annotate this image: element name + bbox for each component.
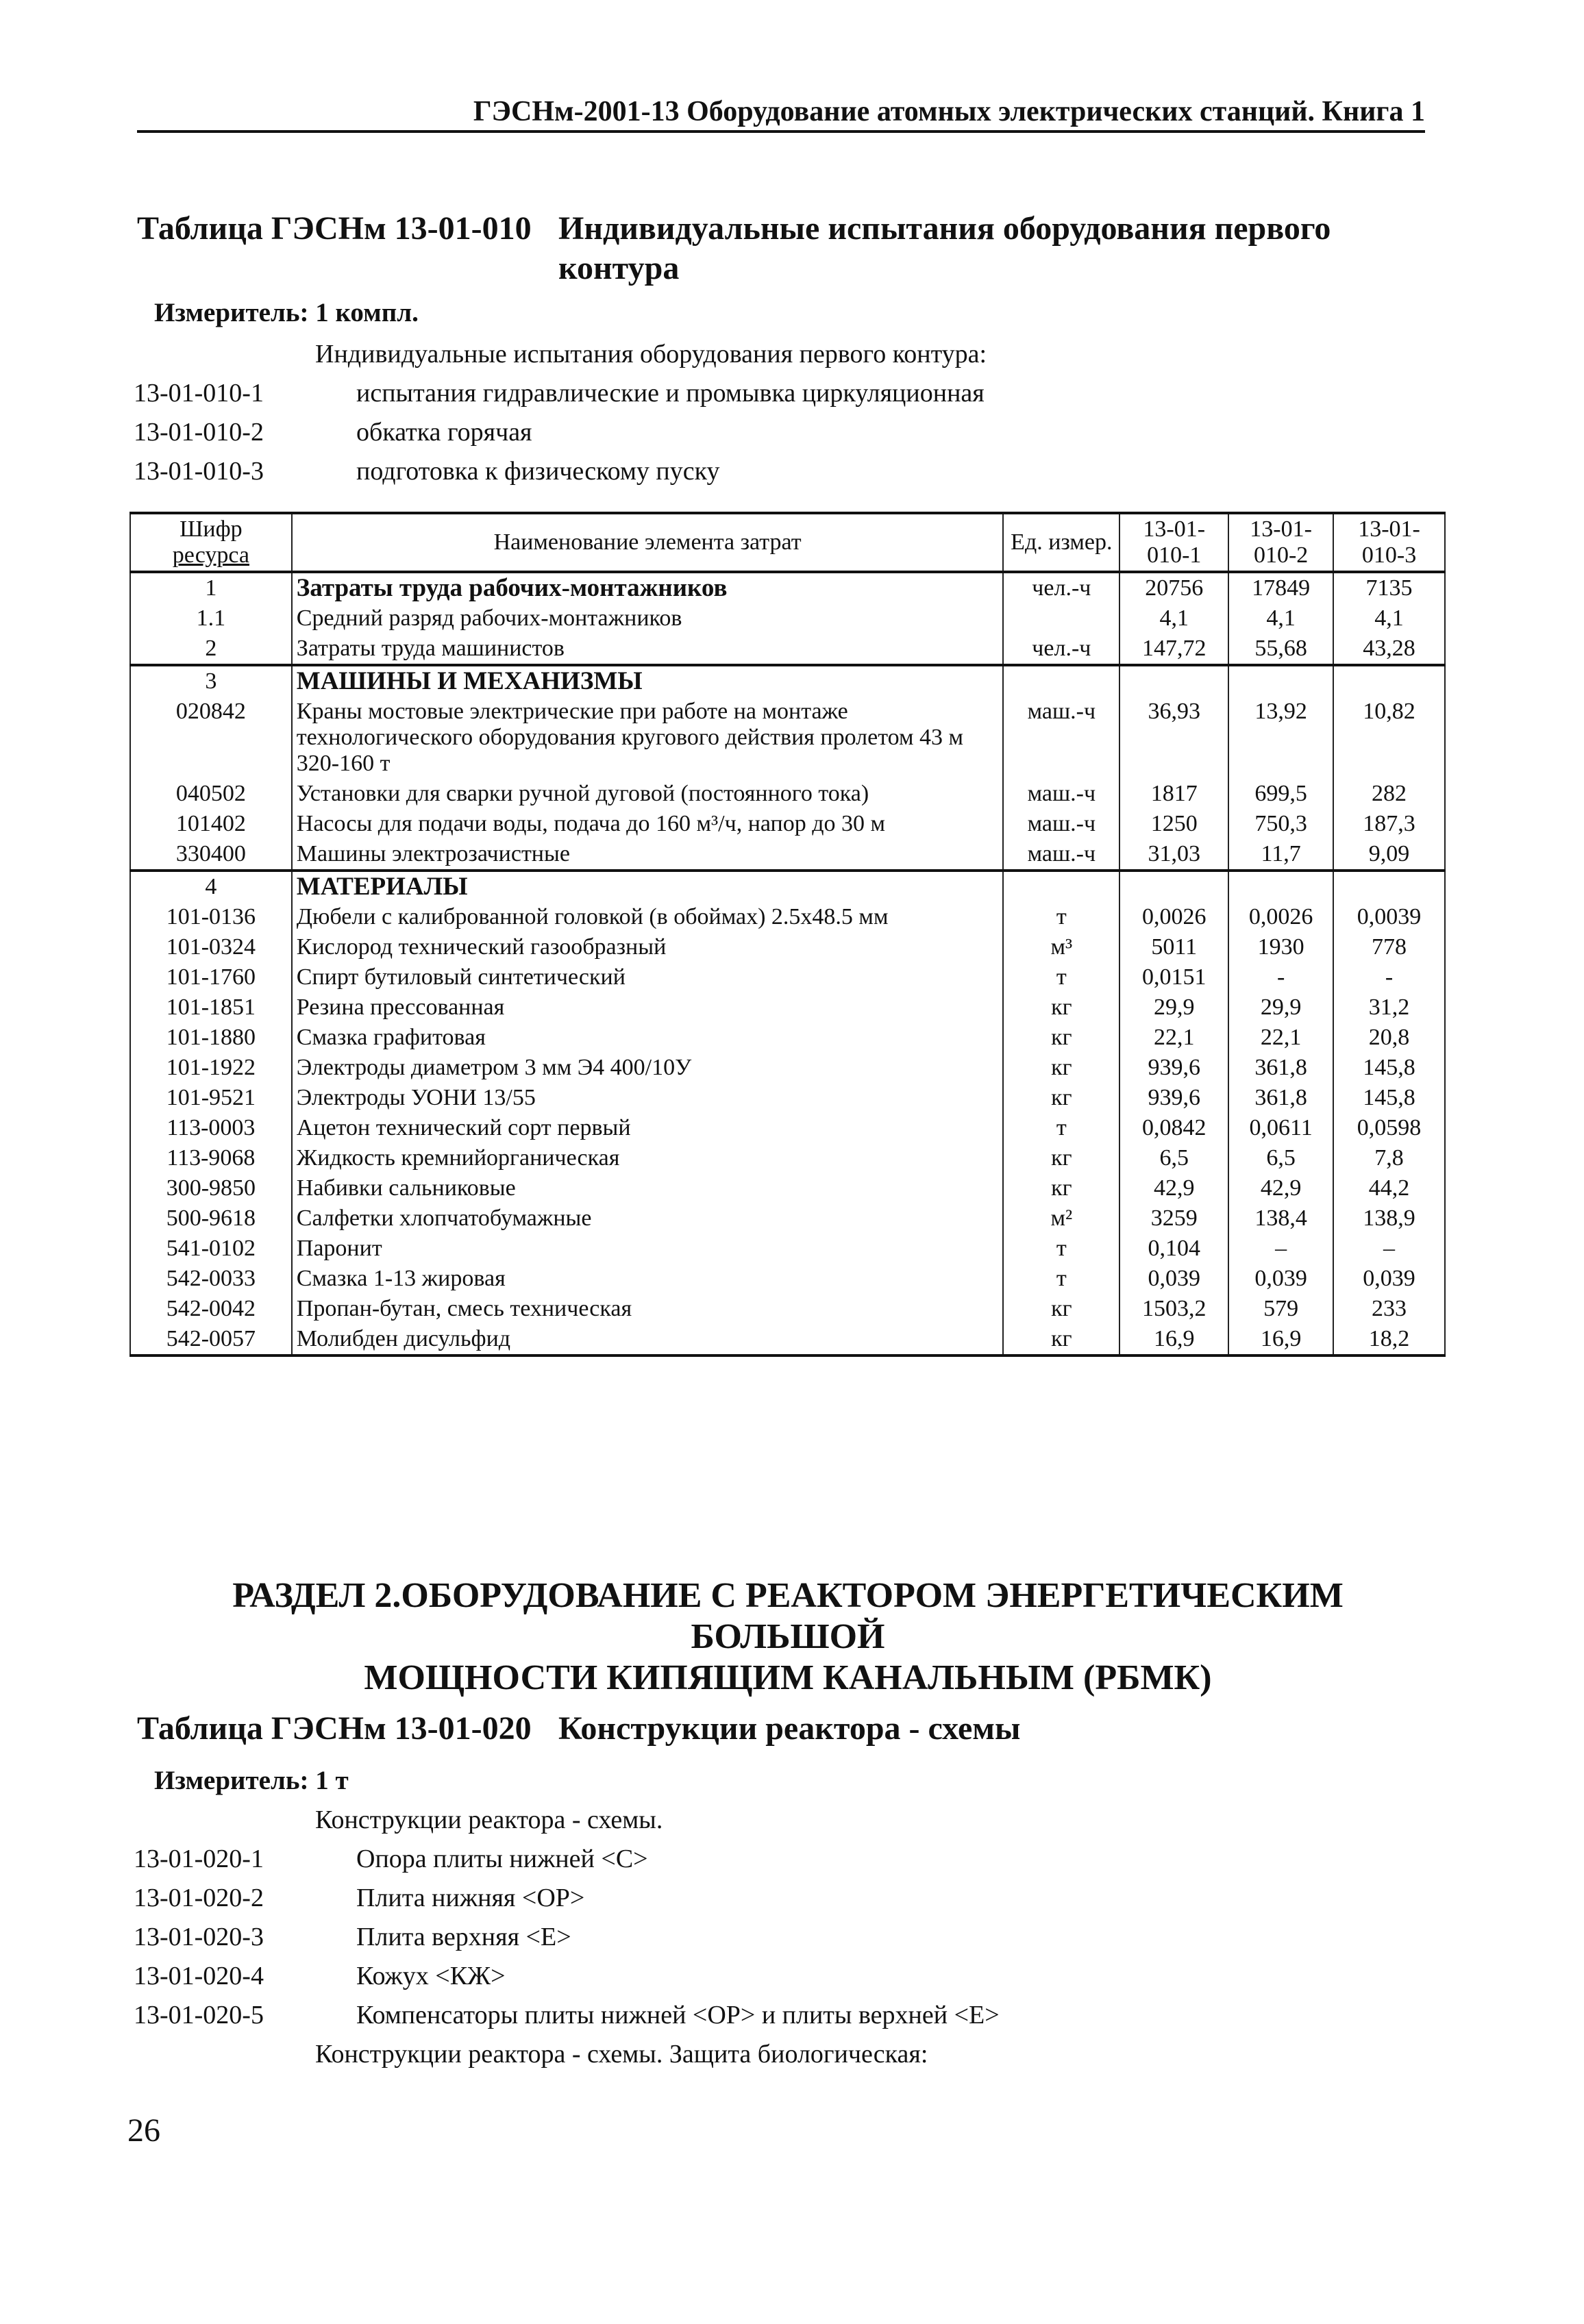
table-row <box>130 1324 1445 1355</box>
cell-value-1: 36,93 <box>1119 697 1228 779</box>
item-code: 13-01-010-3 <box>134 457 264 486</box>
list-item <box>134 1996 1435 2035</box>
measure-unit: Измеритель: 1 т <box>154 1766 349 1795</box>
cell-resource-code: 2 <box>130 634 292 665</box>
cell-unit: кг <box>1003 1143 1119 1173</box>
cell-value-2: 6,5 <box>1228 1143 1333 1173</box>
cell-unit: кг <box>1003 1324 1119 1355</box>
cell-value-2 <box>1228 665 1333 697</box>
cell-value-1 <box>1119 871 1228 902</box>
cell-cost-name: Электроды УОНИ 13/55 <box>292 1083 1004 1113</box>
cell-value-1: 147,72 <box>1119 634 1228 665</box>
cell-value-2: 16,9 <box>1228 1324 1333 1355</box>
table-row <box>130 1113 1445 1143</box>
cell-value-2: - <box>1228 962 1333 992</box>
cell-resource-code: 020842 <box>130 697 292 779</box>
cell-value-2: 579 <box>1228 1294 1333 1324</box>
cell-value-2: – <box>1228 1234 1333 1264</box>
cell-value-1: 4,1 <box>1119 603 1228 634</box>
table-row <box>130 809 1445 839</box>
item-desc: Плита нижняя <ОР> <box>356 1884 585 1912</box>
cell-value-2: 42,9 <box>1228 1173 1333 1203</box>
table-row <box>130 1234 1445 1264</box>
list-item <box>134 1840 1435 1879</box>
list-item <box>134 452 1435 491</box>
cell-value-3: 145,8 <box>1333 1083 1445 1113</box>
cell-value-2: 361,8 <box>1228 1053 1333 1083</box>
cell-resource-code: 101-1760 <box>130 962 292 992</box>
table-row <box>130 1203 1445 1234</box>
cell-value-3: – <box>1333 1234 1445 1264</box>
cell-unit: кг <box>1003 1053 1119 1083</box>
cell-value-1: 1503,2 <box>1119 1294 1228 1324</box>
cell-unit: т <box>1003 902 1119 932</box>
cell-unit: маш.-ч <box>1003 839 1119 871</box>
cell-value-3: 0,0598 <box>1333 1113 1445 1143</box>
cell-value-2 <box>1228 871 1333 902</box>
cell-value-1: 0,104 <box>1119 1234 1228 1264</box>
cell-value-3: 282 <box>1333 779 1445 809</box>
cell-resource-code: 040502 <box>130 779 292 809</box>
item-desc: испытания гидравлические и промывка циркуляционная <box>356 379 985 408</box>
cell-unit: чел.-ч <box>1003 634 1119 665</box>
col-header-variant-2: 13-01-010-2 <box>1228 513 1333 572</box>
cell-value-1: 31,03 <box>1119 839 1228 871</box>
cell-value-1 <box>1119 665 1228 697</box>
cell-value-1: 0,039 <box>1119 1264 1228 1294</box>
cell-cost-name: Салфетки хлопчатобумажные <box>292 1203 1004 1234</box>
cell-cost-name: Электроды диаметром 3 мм Э4 400/10У <box>292 1053 1004 1083</box>
cell-value-2: 361,8 <box>1228 1083 1333 1113</box>
cell-unit: чел.-ч <box>1003 572 1119 603</box>
cell-unit: кг <box>1003 1083 1119 1113</box>
cell-value-3: 0,039 <box>1333 1264 1445 1294</box>
table-row <box>130 665 1445 697</box>
cell-value-3: 4,1 <box>1333 603 1445 634</box>
section-heading-line2: МОЩНОСТИ КИПЯЩИМ КАНАЛЬНЫМ (РБМК) <box>364 1658 1212 1697</box>
cell-cost-name: МАШИНЫ И МЕХАНИЗМЫ <box>292 665 1004 697</box>
cell-unit: м² <box>1003 1203 1119 1234</box>
item-code: 13-01-010-1 <box>134 379 264 408</box>
table-row <box>130 779 1445 809</box>
col-header-code-line1: Шифр <box>180 516 243 542</box>
item-list-intro: Индивидуальные испытания оборудования первого контура: <box>315 340 987 368</box>
cell-resource-code: 113-0003 <box>130 1113 292 1143</box>
table-row <box>130 1053 1445 1083</box>
col-header-code-line2: ресурса <box>172 542 249 568</box>
item-list-2 <box>134 1801 1435 2074</box>
cell-value-3 <box>1333 665 1445 697</box>
item-code: 13-01-020-4 <box>134 1962 264 1990</box>
cell-value-1: 5011 <box>1119 932 1228 962</box>
cell-value-2: 699,5 <box>1228 779 1333 809</box>
cell-resource-code: 1.1 <box>130 603 292 634</box>
cost-table-body <box>130 572 1445 1355</box>
cell-cost-name: Резина прессованная <box>292 992 1004 1023</box>
cell-value-3: 10,82 <box>1333 697 1445 779</box>
cell-cost-name: Смазка 1-13 жировая <box>292 1264 1004 1294</box>
cell-unit: маш.-ч <box>1003 779 1119 809</box>
cell-unit: маш.-ч <box>1003 697 1119 779</box>
table-row <box>130 992 1445 1023</box>
cell-value-3: 18,2 <box>1333 1324 1445 1355</box>
table-title-text: Индивидуальные испытания оборудования первого контура <box>558 210 1331 286</box>
cell-value-2: 13,92 <box>1228 697 1333 779</box>
cell-value-3: 44,2 <box>1333 1173 1445 1203</box>
cell-resource-code: 542-0042 <box>130 1294 292 1324</box>
cell-value-3: 43,28 <box>1333 634 1445 665</box>
cell-unit: маш.-ч <box>1003 809 1119 839</box>
table-title-2 <box>137 1709 1439 1749</box>
cell-unit <box>1003 871 1119 902</box>
item-desc: Компенсаторы плиты нижней <ОР> и плиты верхней <Е> <box>356 2001 1000 2029</box>
cell-unit <box>1003 665 1119 697</box>
cell-cost-name: Ацетон технический сорт первый <box>292 1113 1004 1143</box>
cell-value-2: 1930 <box>1228 932 1333 962</box>
cell-unit: т <box>1003 1264 1119 1294</box>
cell-resource-code: 101-1880 <box>130 1023 292 1053</box>
cell-value-3: 0,0039 <box>1333 902 1445 932</box>
cell-resource-code: 3 <box>130 665 292 697</box>
cell-value-1: 3259 <box>1119 1203 1228 1234</box>
list-item <box>134 413 1435 452</box>
table-header-row <box>130 513 1445 572</box>
cell-value-2: 0,0611 <box>1228 1113 1333 1143</box>
section-heading <box>137 1575 1439 1699</box>
cell-value-1: 6,5 <box>1119 1143 1228 1173</box>
item-code: 13-01-020-5 <box>134 2001 264 2029</box>
cell-value-3: 778 <box>1333 932 1445 962</box>
cell-cost-name: Кислород технический газообразный <box>292 932 1004 962</box>
cell-value-1: 0,0026 <box>1119 902 1228 932</box>
cell-cost-name: Смазка графитовая <box>292 1023 1004 1053</box>
cell-unit: кг <box>1003 1294 1119 1324</box>
page-number: 26 <box>127 2112 160 2149</box>
table-row <box>130 697 1445 779</box>
cell-resource-code: 542-0057 <box>130 1324 292 1355</box>
cell-cost-name: Паронит <box>292 1234 1004 1264</box>
cell-resource-code: 101-1922 <box>130 1053 292 1083</box>
cell-unit: т <box>1003 962 1119 992</box>
cell-cost-name: Краны мостовые электрические при работе на монтаже технологического оборудования кругового действия пролетом 43 м 320-160 т <box>292 697 1004 779</box>
table-row <box>130 902 1445 932</box>
cell-value-3: 233 <box>1333 1294 1445 1324</box>
running-header: ГЭСНм-2001-13 Оборудование атомных электрических станций. Книга 1 <box>137 95 1425 133</box>
item-list-1 <box>134 335 1435 491</box>
cell-resource-code: 330400 <box>130 839 292 871</box>
cell-cost-name: МАТЕРИАЛЫ <box>292 871 1004 902</box>
cell-cost-name: Дюбели с калиброванной головкой (в обоймах) 2.5х48.5 мм <box>292 902 1004 932</box>
table-row <box>130 1294 1445 1324</box>
table-row <box>130 634 1445 665</box>
cell-value-3: 20,8 <box>1333 1023 1445 1053</box>
col-header-variant-3: 13-01-010-3 <box>1333 513 1445 572</box>
cell-value-1: 22,1 <box>1119 1023 1228 1053</box>
cell-unit: т <box>1003 1113 1119 1143</box>
list-item <box>134 1957 1435 1996</box>
cell-value-1: 0,0842 <box>1119 1113 1228 1143</box>
cell-unit: м³ <box>1003 932 1119 962</box>
table-row <box>130 839 1445 871</box>
cell-cost-name: Насосы для подачи воды, подача до 160 м³/ч, напор до 30 м <box>292 809 1004 839</box>
table-row <box>130 1264 1445 1294</box>
measure-unit: Измеритель: 1 компл. <box>154 298 419 327</box>
cell-value-3: 138,9 <box>1333 1203 1445 1234</box>
cell-cost-name: Затраты труда машинистов <box>292 634 1004 665</box>
cell-resource-code: 101402 <box>130 809 292 839</box>
cell-value-1: 20756 <box>1119 572 1228 603</box>
cell-resource-code: 113-9068 <box>130 1143 292 1173</box>
cell-resource-code: 500-9618 <box>130 1203 292 1234</box>
table-row <box>130 603 1445 634</box>
list-item <box>134 374 1435 413</box>
cell-cost-name: Пропан-бутан, смесь техническая <box>292 1294 1004 1324</box>
cell-cost-name: Машины электрозачистные <box>292 839 1004 871</box>
cell-cost-name: Средний разряд рабочих-монтажников <box>292 603 1004 634</box>
table-label: Таблица ГЭСНм 13-01-020 <box>137 1710 532 1747</box>
cell-cost-name: Жидкость кремнийорганическая <box>292 1143 1004 1173</box>
cell-resource-code: 4 <box>130 871 292 902</box>
cell-value-3: 31,2 <box>1333 992 1445 1023</box>
cell-value-1: 42,9 <box>1119 1173 1228 1203</box>
cell-resource-code: 541-0102 <box>130 1234 292 1264</box>
item-desc: обкатка горячая <box>356 418 532 447</box>
item-desc: подготовка к физическому пуску <box>356 457 720 486</box>
table-row <box>130 871 1445 902</box>
item-list-intro: Конструкции реактора - схемы. <box>315 1806 663 1834</box>
cell-unit: т <box>1003 1234 1119 1264</box>
table-row <box>130 932 1445 962</box>
cell-value-1: 29,9 <box>1119 992 1228 1023</box>
cell-value-3: 145,8 <box>1333 1053 1445 1083</box>
col-header-name: Наименование элемента затрат <box>292 513 1004 572</box>
col-header-code <box>130 513 292 572</box>
cell-resource-code: 101-0136 <box>130 902 292 932</box>
item-code: 13-01-020-2 <box>134 1884 264 1912</box>
cell-value-2: 22,1 <box>1228 1023 1333 1053</box>
table-row <box>130 962 1445 992</box>
cell-cost-name: Спирт бутиловый синтетический <box>292 962 1004 992</box>
table-title-text: Конструкции реактора - схемы <box>558 1710 1021 1747</box>
list-item <box>134 1879 1435 1918</box>
table-title-1 <box>137 209 1439 288</box>
item-desc: Опора плиты нижней <С> <box>356 1845 648 1873</box>
cell-cost-name: Молибден дисульфид <box>292 1324 1004 1355</box>
cell-value-2: 750,3 <box>1228 809 1333 839</box>
cell-resource-code: 101-1851 <box>130 992 292 1023</box>
cell-resource-code: 101-0324 <box>130 932 292 962</box>
cell-resource-code: 542-0033 <box>130 1264 292 1294</box>
item-code: 13-01-020-3 <box>134 1923 264 1951</box>
cell-value-2: 55,68 <box>1228 634 1333 665</box>
cell-value-1: 1250 <box>1119 809 1228 839</box>
cell-value-1: 0,0151 <box>1119 962 1228 992</box>
col-header-variant-1: 13-01-010-1 <box>1119 513 1228 572</box>
table-row <box>130 1173 1445 1203</box>
cell-resource-code: 300-9850 <box>130 1173 292 1203</box>
cell-value-2: 138,4 <box>1228 1203 1333 1234</box>
cell-value-1: 939,6 <box>1119 1083 1228 1113</box>
cell-value-3: 7135 <box>1333 572 1445 603</box>
cell-value-1: 1817 <box>1119 779 1228 809</box>
cell-cost-name: Затраты труда рабочих-монтажников <box>292 572 1004 603</box>
cell-value-3: - <box>1333 962 1445 992</box>
cell-unit: кг <box>1003 1023 1119 1053</box>
table-row <box>130 1083 1445 1113</box>
cell-value-2: 17849 <box>1228 572 1333 603</box>
item-code: 13-01-020-1 <box>134 1845 264 1873</box>
cell-value-2: 29,9 <box>1228 992 1333 1023</box>
section-heading-line1: РАЗДЕЛ 2.ОБОРУДОВАНИЕ С РЕАКТОРОМ ЭНЕРГЕТИЧЕСКИМ БОЛЬШОЙ <box>232 1576 1344 1656</box>
cell-value-2: 4,1 <box>1228 603 1333 634</box>
cell-cost-name: Установки для сварки ручной дуговой (постоянного тока) <box>292 779 1004 809</box>
table-row <box>130 1143 1445 1173</box>
cell-value-3: 9,09 <box>1333 839 1445 871</box>
cell-cost-name: Набивки сальниковые <box>292 1173 1004 1203</box>
cell-value-1: 16,9 <box>1119 1324 1228 1355</box>
cell-value-2: 0,039 <box>1228 1264 1333 1294</box>
cell-resource-code: 1 <box>130 572 292 603</box>
cell-value-2: 0,0026 <box>1228 902 1333 932</box>
item-desc: Плита верхняя <Е> <box>356 1923 571 1951</box>
table-row <box>130 572 1445 603</box>
cell-unit: кг <box>1003 1173 1119 1203</box>
table-row <box>130 1023 1445 1053</box>
cell-value-2: 11,7 <box>1228 839 1333 871</box>
cell-value-3 <box>1333 871 1445 902</box>
table-label: Таблица ГЭСНм 13-01-010 <box>137 210 532 247</box>
cell-value-1: 939,6 <box>1119 1053 1228 1083</box>
cell-resource-code: 101-9521 <box>130 1083 292 1113</box>
list-item <box>134 1918 1435 1957</box>
cell-value-3: 7,8 <box>1333 1143 1445 1173</box>
item-code: 13-01-010-2 <box>134 418 264 447</box>
cell-value-3: 187,3 <box>1333 809 1445 839</box>
cell-unit <box>1003 603 1119 634</box>
item-list-outro: Конструкции реактора - схемы. Защита биологическая: <box>315 2040 928 2069</box>
col-header-unit: Ед. измер. <box>1003 513 1119 572</box>
item-desc: Кожух <КЖ> <box>356 1962 506 1990</box>
cost-table <box>129 512 1446 1357</box>
cell-unit: кг <box>1003 992 1119 1023</box>
